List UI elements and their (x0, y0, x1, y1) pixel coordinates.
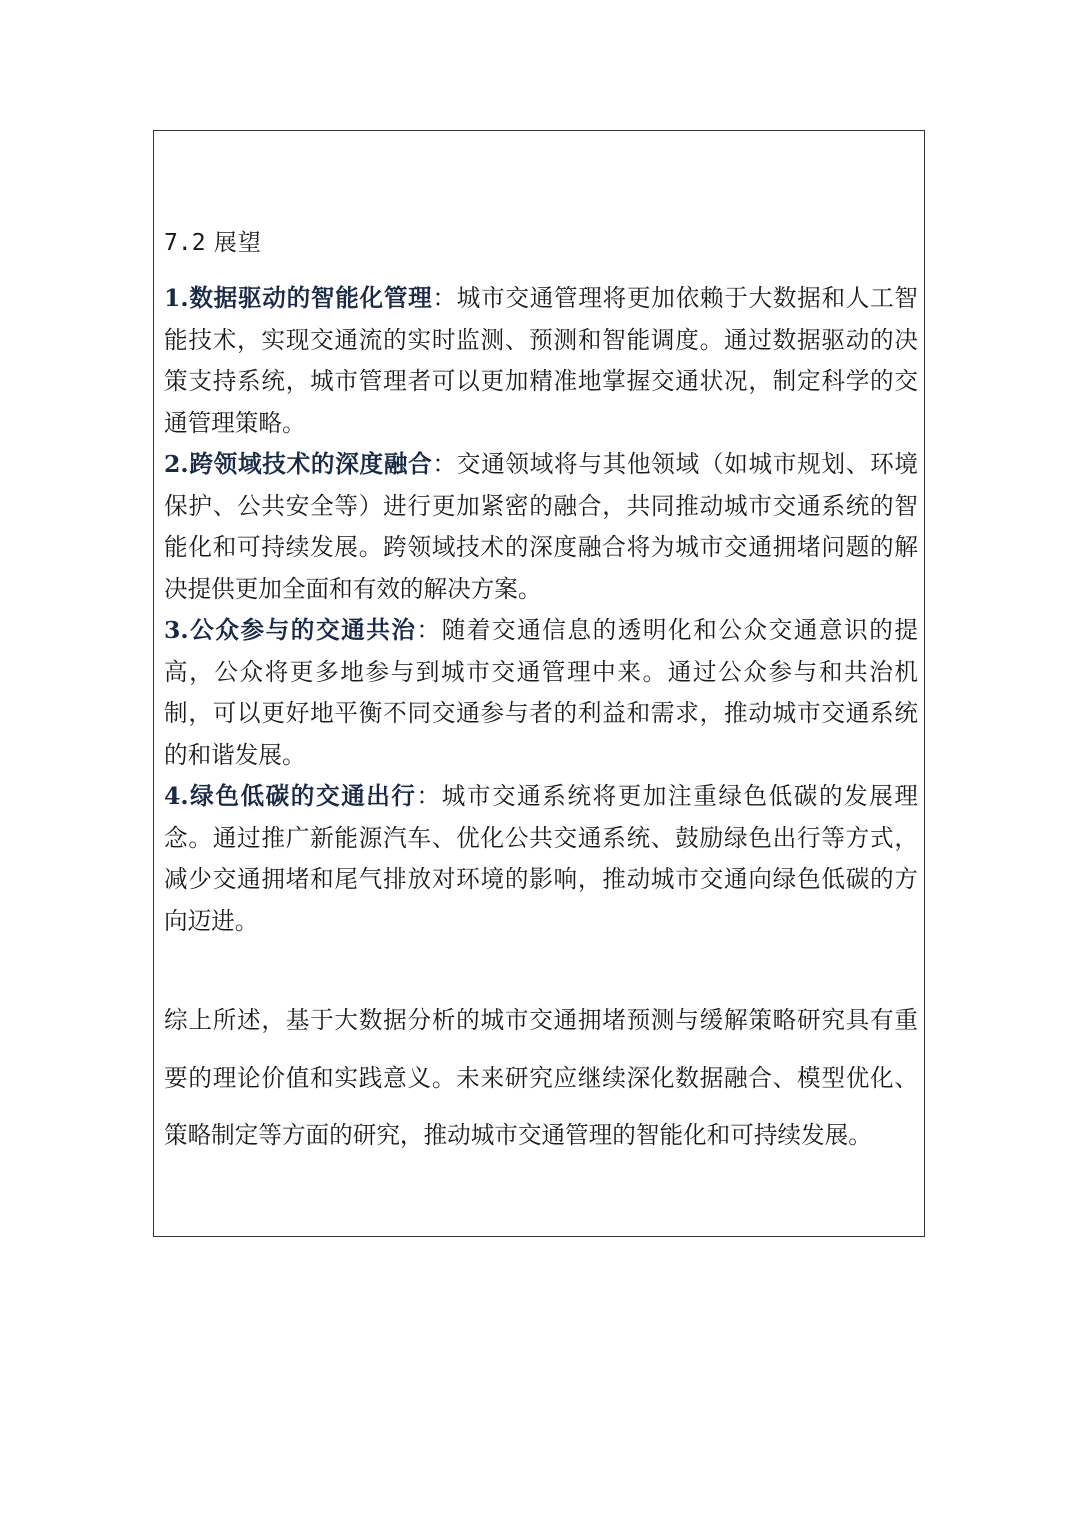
summary-paragraph: 综上所述，基于大数据分析的城市交通拥堵预测与缓解策略研究具有重要的理论价值和实践意义。未来研究应继续深化数据融合、模型优化、策略制定等方面的研究，推动城市交通管理的智能化和可持续发展。 (164, 1006, 918, 1149)
item-separator: ： (416, 782, 442, 810)
item-body: 交通领域将与其他领域（如城市规划、环境保护、公共安全等）进行更加紧密的融合，共同推动城市交通系统的智能化和可持续发展。跨领域技术的深度融合将为城市交通拥堵问题的解决提供更加全面和有效的解决方案。 (164, 450, 918, 603)
list-item (164, 776, 918, 942)
section-heading (164, 226, 262, 260)
item-lead: 2.跨领域技术的深度融合 (164, 450, 433, 478)
item-body: 城市交通管理将更加依赖于大数据和人工智能技术，实现交通流的实时监测、预测和智能调度。通过数据驱动的决策支持系统，城市管理者可以更加精准地掌握交通状况，制定科学的交通管理策略。 (164, 284, 918, 437)
list-item (164, 278, 918, 444)
section-number: 7.2 (164, 230, 206, 256)
item-body: 城市交通系统将更加注重绿色低碳的发展理念。通过推广新能源汽车、优化公共交通系统、鼓励绿色出行等方式，减少交通拥堵和尾气排放对环境的影响，推动城市交通向绿色低碳的方向迈进。 (164, 782, 919, 935)
item-body: 随着交通信息的透明化和公众交通意识的提高，公众将更多地参与到城市交通管理中来。通过公众参与和共治机制，可以更好地平衡不同交通参与者的利益和需求，推动城市交通系统的和谐发展。 (164, 616, 919, 769)
item-separator: ： (416, 616, 442, 644)
section-title: 展望 (213, 230, 262, 256)
outlook-list (164, 278, 918, 942)
item-lead: 3.公众参与的交通共治 (164, 616, 417, 644)
list-item (164, 610, 918, 776)
list-item (164, 444, 918, 610)
item-lead: 1.数据驱动的智能化管理 (164, 284, 433, 312)
item-separator: ： (432, 450, 457, 478)
item-lead: 4.绿色低碳的交通出行 (164, 782, 417, 810)
item-separator: ： (432, 284, 457, 312)
